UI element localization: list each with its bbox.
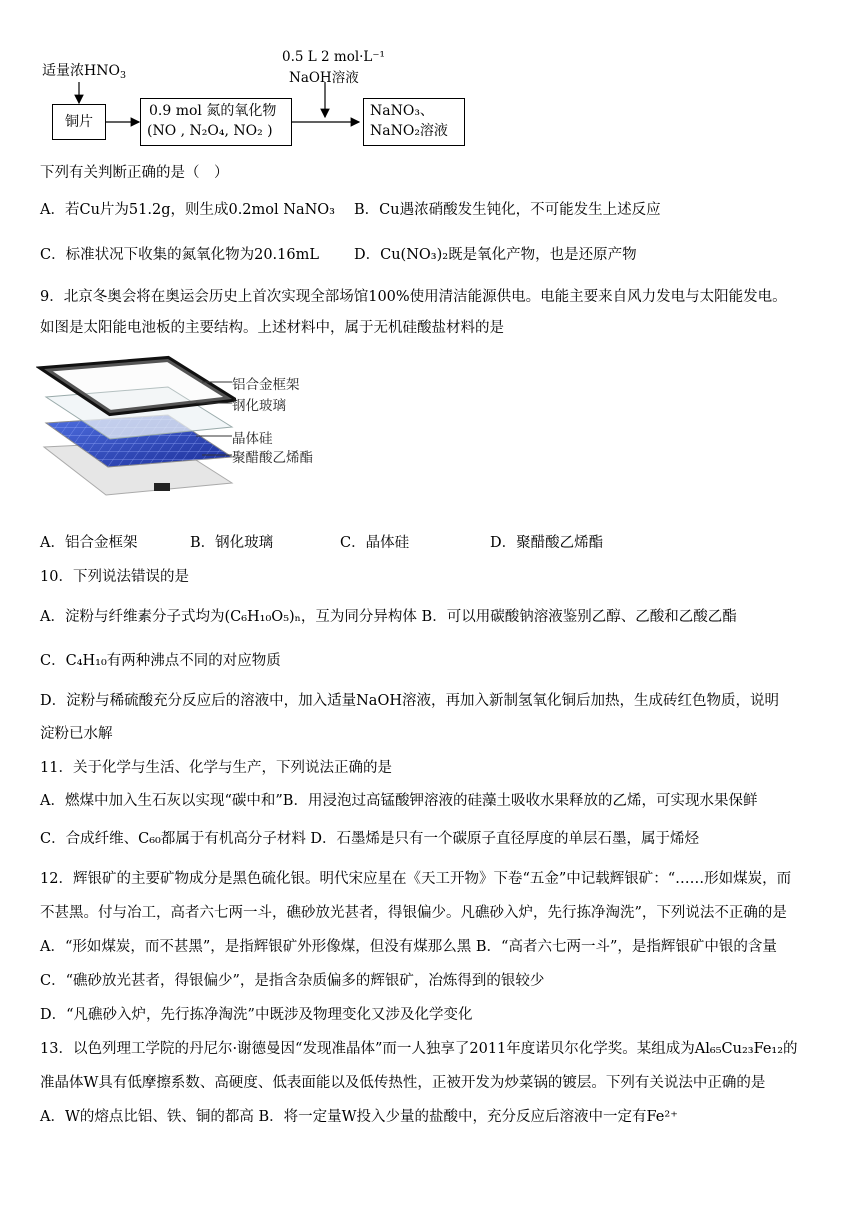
label-aluminum-frame: 铝合金框架 xyxy=(232,377,300,393)
q9-option-c: C．晶体硅 xyxy=(340,535,410,551)
q10-stem: 10．下列说法错误的是 xyxy=(40,569,189,585)
q12-stem-1: 12．辉银矿的主要矿物成分是黑色硫化银。明代宋应星在《天工开物》下卷“五金”中记载辉银矿：“……形如煤炭，而 xyxy=(40,871,792,887)
solar-panel-diagram xyxy=(36,355,236,505)
q10-option-d-2: 淀粉已水解 xyxy=(40,726,113,742)
q10-option-d-1: D．淀粉与稀硫酸充分反应后的溶液中，加入适量NaOH溶液，再加入新制氢氧化铜后加热，生成砖红色物质，说明 xyxy=(40,693,779,709)
naoh-amount: 0.5 L 2 mol·L⁻¹ xyxy=(282,49,385,65)
q12-option-d: D．“凡礁砂入炉，先行拣净淘洗”中既涉及物理变化又涉及化学变化 xyxy=(40,1007,473,1023)
q11-option-ab: A．燃煤中加入生石灰以实现“碳中和”B．用浸泡过高锰酸钾溶液的硅藻土吸收水果释放的乙烯，可实现水果保鲜 xyxy=(40,793,758,809)
q9-stem-1: 9．北京冬奥会将在奥运会历史上首次实现全部场馆100%使用清洁能源供电。电能主要来自风力发电与太阳能发电。 xyxy=(40,289,787,305)
sodium-salt-box: NaNO₃、 NaNO₂溶液 xyxy=(363,98,465,146)
q8-option-d: D．Cu(NO₃)₂既是氧化产物，也是还原产物 xyxy=(354,247,637,263)
q8-option-b: B．Cu遇浓硝酸发生钝化，不可能发生上述反应 xyxy=(354,202,661,218)
q9-option-d: D．聚醋酸乙烯酯 xyxy=(490,535,604,551)
q11-option-cd: C．合成纤维、C₆₀都属于有机高分子材料 D．石墨烯是只有一个碳原子直径厚度的单层石墨，属于烯烃 xyxy=(40,831,700,847)
label-polyvinyl-acetate: 聚醋酸乙烯酯 xyxy=(232,450,313,466)
q12-stem-2: 不甚黑。付与冶工，高者六七两一斗，礁砂放光甚者，得银偏少。凡礁砂入炉，先行拣净淘洗”，下列说法不正确的是 xyxy=(40,905,787,921)
q8-option-c: C．标准状况下收集的氮氧化物为20.16mL xyxy=(40,247,319,263)
naoh-label: NaOH溶液 xyxy=(289,70,359,86)
q10-option-c: C．C₄H₁₀有两种沸点不同的对应物质 xyxy=(40,653,281,669)
q9-option-a: A．铝合金框架 xyxy=(40,535,138,551)
q13-option-ab: A．W的熔点比铝、铁、铜的都高 B．将一定量W投入少量的盐酸中，充分反应后溶液中一定有Fe²⁺ xyxy=(40,1109,678,1125)
q12-option-ab: A．“形如煤炭，而不甚黑”，是指辉银矿外形像煤，但没有煤那么黑 B．“高者六七两一斗”，是指辉银矿中银的含量 xyxy=(40,939,777,955)
q10-option-ab: A．淀粉与纤维素分子式均为(C₆H₁₀O₅)ₙ，互为同分异构体 B．可以用碳酸钠溶液鉴别乙醇、乙酸和乙酸乙酯 xyxy=(40,609,737,625)
q13-stem-2: 准晶体W具有低摩擦系数、高硬度、低表面能以及低传热性，正被开发为炒菜锅的镀层。下列有关说法中正确的是 xyxy=(40,1075,766,1091)
nitrogen-oxide-box: 0.9 mol 氮的氧化物 (NO , N₂O₄, NO₂ ) xyxy=(140,98,292,146)
q8-option-a: A．若Cu片为51.2g，则生成0.2mol NaNO₃ xyxy=(40,202,335,218)
copper-box: 铜片 xyxy=(52,104,106,140)
reagent-hno3: 适量浓$HNO_3$ xyxy=(42,63,126,81)
label-tempered-glass: 钢化玻璃 xyxy=(232,398,286,414)
label-crystalline-silicon: 晶体硅 xyxy=(232,431,273,447)
q8-stem: 下列有关判断正确的是（ ） xyxy=(40,165,229,181)
q12-option-c: C．“礁砂放光甚者，得银偏少”，是指含杂质偏多的辉银矿，冶炼得到的银较少 xyxy=(40,973,545,989)
q13-stem-1: 13．以色列理工学院的丹尼尔·谢德曼因“发现准晶体”而一人独享了2011年度诺贝尔化学奖。某组成为Al₆₅Cu₂₃Fe₁₂的 xyxy=(40,1041,798,1057)
q11-stem: 11．关于化学与生活、化学与生产，下列说法正确的是 xyxy=(40,760,392,776)
q9-stem-2: 如图是太阳能电池板的主要结构。上述材料中，属于无机硅酸盐材料的是 xyxy=(40,320,504,336)
q9-option-b: B．钢化玻璃 xyxy=(190,535,274,551)
